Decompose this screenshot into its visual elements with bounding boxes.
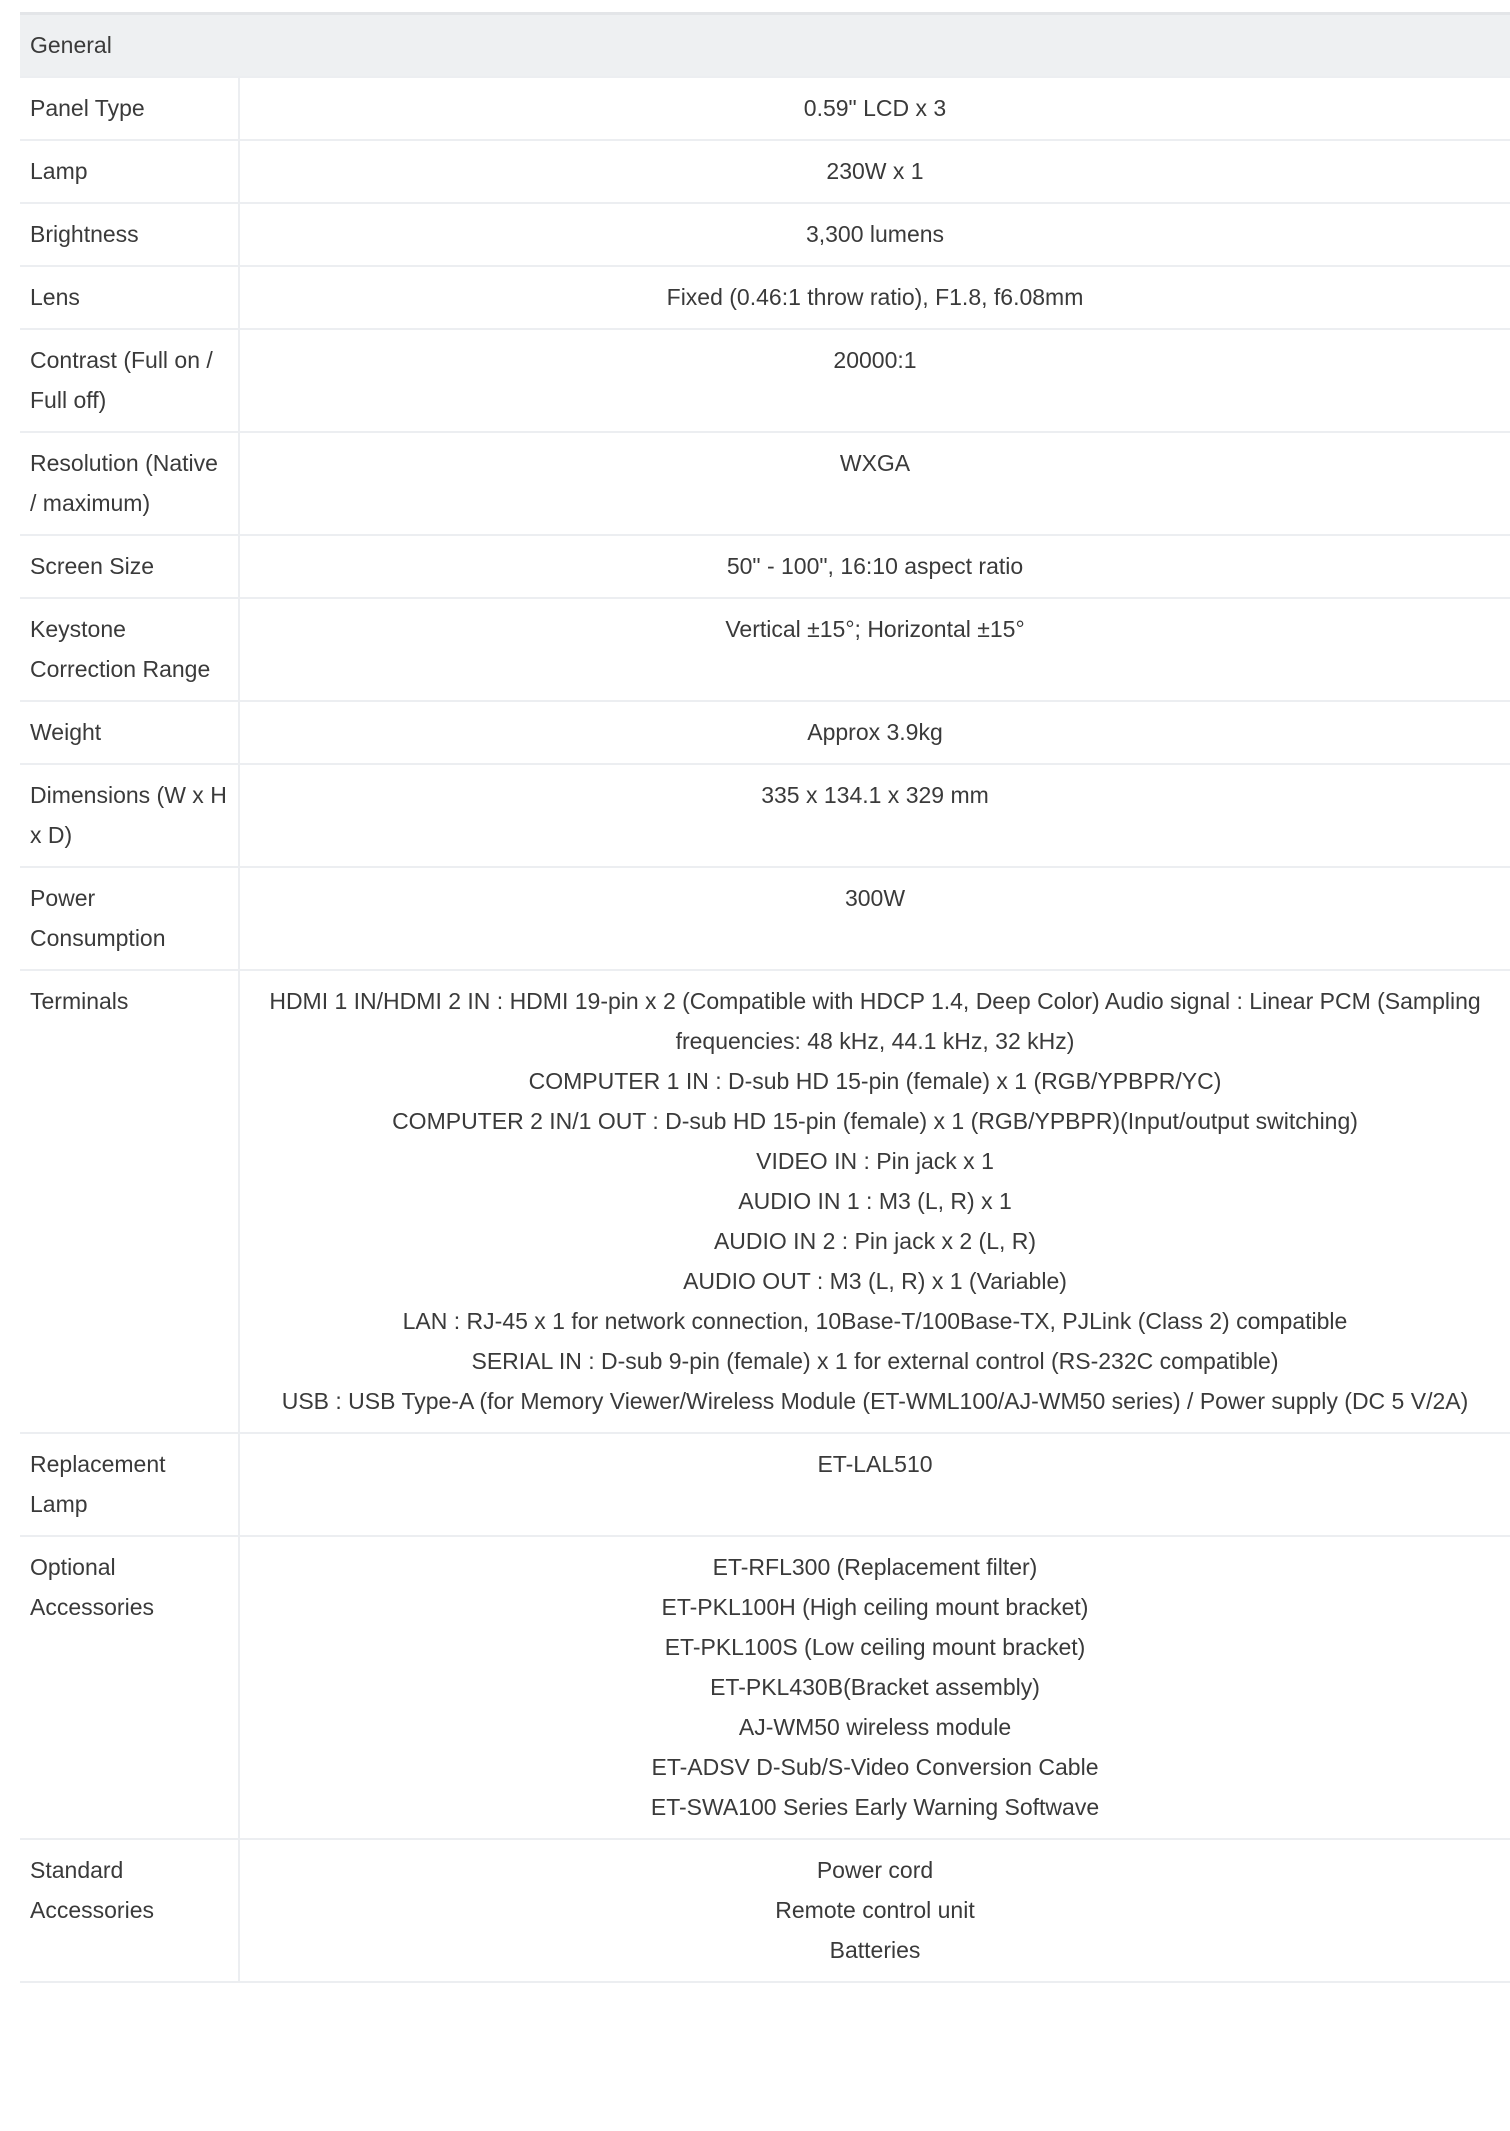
spec-value [239,329,1510,432]
spec-value [239,266,1510,329]
spec-label: Keystone Correction Range [20,598,239,701]
section-title: General [20,14,1510,78]
spec-value-line: Fixed (0.46:1 throw ratio), F1.8, f6.08mm [666,284,1084,310]
spec-row [20,77,1510,140]
spec-label: Contrast (Full on / Full off) [20,329,239,432]
spec-value-line: AUDIO IN 1 : M3 (L, R) x 1 [738,1188,1012,1214]
spec-table [20,12,1510,1983]
spec-value [239,77,1510,140]
spec-value-line: HDMI 1 IN/HDMI 2 IN : HDMI 19-pin x 2 (Compatible with HDCP 1.4, Deep Color) Audio signal : Linear PCM (Sampling frequencies: 48 kHz, 44.1 kHz, 32 kHz) [269,988,1481,1054]
spec-row [20,598,1510,701]
spec-value-line: Remote control unit [775,1897,975,1923]
spec-value-line: USB : USB Type-A (for Memory Viewer/Wireless Module (ET-WML100/AJ-WM50 series) / Power supply (DC 5 V/2A) [281,1388,1469,1414]
spec-value-line: ET-PKL100H (High ceiling mount bracket) [661,1594,1089,1620]
spec-value-line: 50" - 100", 16:10 aspect ratio [726,553,1024,579]
spec-label: Resolution (Native / maximum) [20,432,239,535]
spec-value [239,970,1510,1433]
spec-label: Screen Size [20,535,239,598]
spec-row [20,266,1510,329]
spec-label: Standard Accessories [20,1839,239,1982]
spec-value-line: 20000:1 [833,347,917,373]
spec-value-line: Power cord [816,1857,934,1883]
spec-value-line: AUDIO OUT : M3 (L, R) x 1 (Variable) [683,1268,1067,1294]
spec-row [20,764,1510,867]
spec-value-line: ET-SWA100 Series Early Warning Softwave [650,1794,1100,1820]
spec-label: Power Consumption [20,867,239,970]
spec-row [20,1536,1510,1839]
spec-value [239,598,1510,701]
spec-label: Panel Type [20,77,239,140]
spec-label: Terminals [20,970,239,1433]
spec-row [20,535,1510,598]
spec-value-line: Batteries [829,1937,921,1963]
spec-value [239,1433,1510,1536]
spec-row [20,140,1510,203]
spec-value [239,867,1510,970]
spec-value-line: 300W [844,885,906,911]
spec-label: Lens [20,266,239,329]
spec-row [20,1839,1510,1982]
spec-value-line: Vertical ±15°; Horizontal ±15° [725,616,1025,642]
spec-value-line: 335 x 134.1 x 329 mm [761,782,989,808]
spec-value-line: COMPUTER 1 IN : D-sub HD 15-pin (female) x 1 (RGB/YPBPR/YC) [528,1068,1222,1094]
spec-row [20,701,1510,764]
spec-value [239,432,1510,535]
spec-row [20,432,1510,535]
spec-label: Dimensions (W x H x D) [20,764,239,867]
spec-value-line: ET-ADSV D-Sub/S-Video Conversion Cable [651,1754,1099,1780]
spec-label: Lamp [20,140,239,203]
spec-value-line: COMPUTER 2 IN/1 OUT : D-sub HD 15-pin (female) x 1 (RGB/YPBPR)(Input/output switching) [392,1108,1358,1134]
spec-value [239,1839,1510,1982]
spec-value [239,203,1510,266]
spec-value-line: 230W x 1 [826,158,924,184]
spec-value-line: WXGA [839,450,911,476]
spec-row [20,1433,1510,1536]
spec-value-line: Approx 3.9kg [807,719,943,745]
spec-value-line: VIDEO IN : Pin jack x 1 [756,1148,994,1174]
spec-value-line: SERIAL IN : D-sub 9-pin (female) x 1 for external control (RS-232C compatible) [471,1348,1279,1374]
spec-label: Weight [20,701,239,764]
spec-value [239,1536,1510,1839]
spec-value-line: ET-PKL100S (Low ceiling mount bracket) [664,1634,1086,1660]
spec-value-line: 0.59" LCD x 3 [803,95,947,121]
spec-value-line: LAN : RJ-45 x 1 for network connection, 10Base-T/100Base-TX, PJLink (Class 2) compatible [402,1308,1348,1334]
spec-row [20,329,1510,432]
spec-row [20,867,1510,970]
spec-value-line: AJ-WM50 wireless module [738,1714,1012,1740]
spec-label: Replacement Lamp [20,1433,239,1536]
spec-value [239,701,1510,764]
spec-value-line: AUDIO IN 2 : Pin jack x 2 (L, R) [713,1228,1037,1254]
spec-row [20,970,1510,1433]
spec-label: Optional Accessories [20,1536,239,1839]
spec-value-line: ET-LAL510 [817,1451,933,1477]
spec-value-line: ET-RFL300 (Replacement filter) [712,1554,1038,1580]
spec-label: Brightness [20,203,239,266]
spec-row [20,203,1510,266]
spec-value [239,535,1510,598]
section-header-row [20,14,1510,78]
spec-value-line: ET-PKL430B(Bracket assembly) [710,1674,1040,1700]
spec-value [239,140,1510,203]
spec-value [239,764,1510,867]
spec-value-line: 3,300 lumens [805,221,945,247]
